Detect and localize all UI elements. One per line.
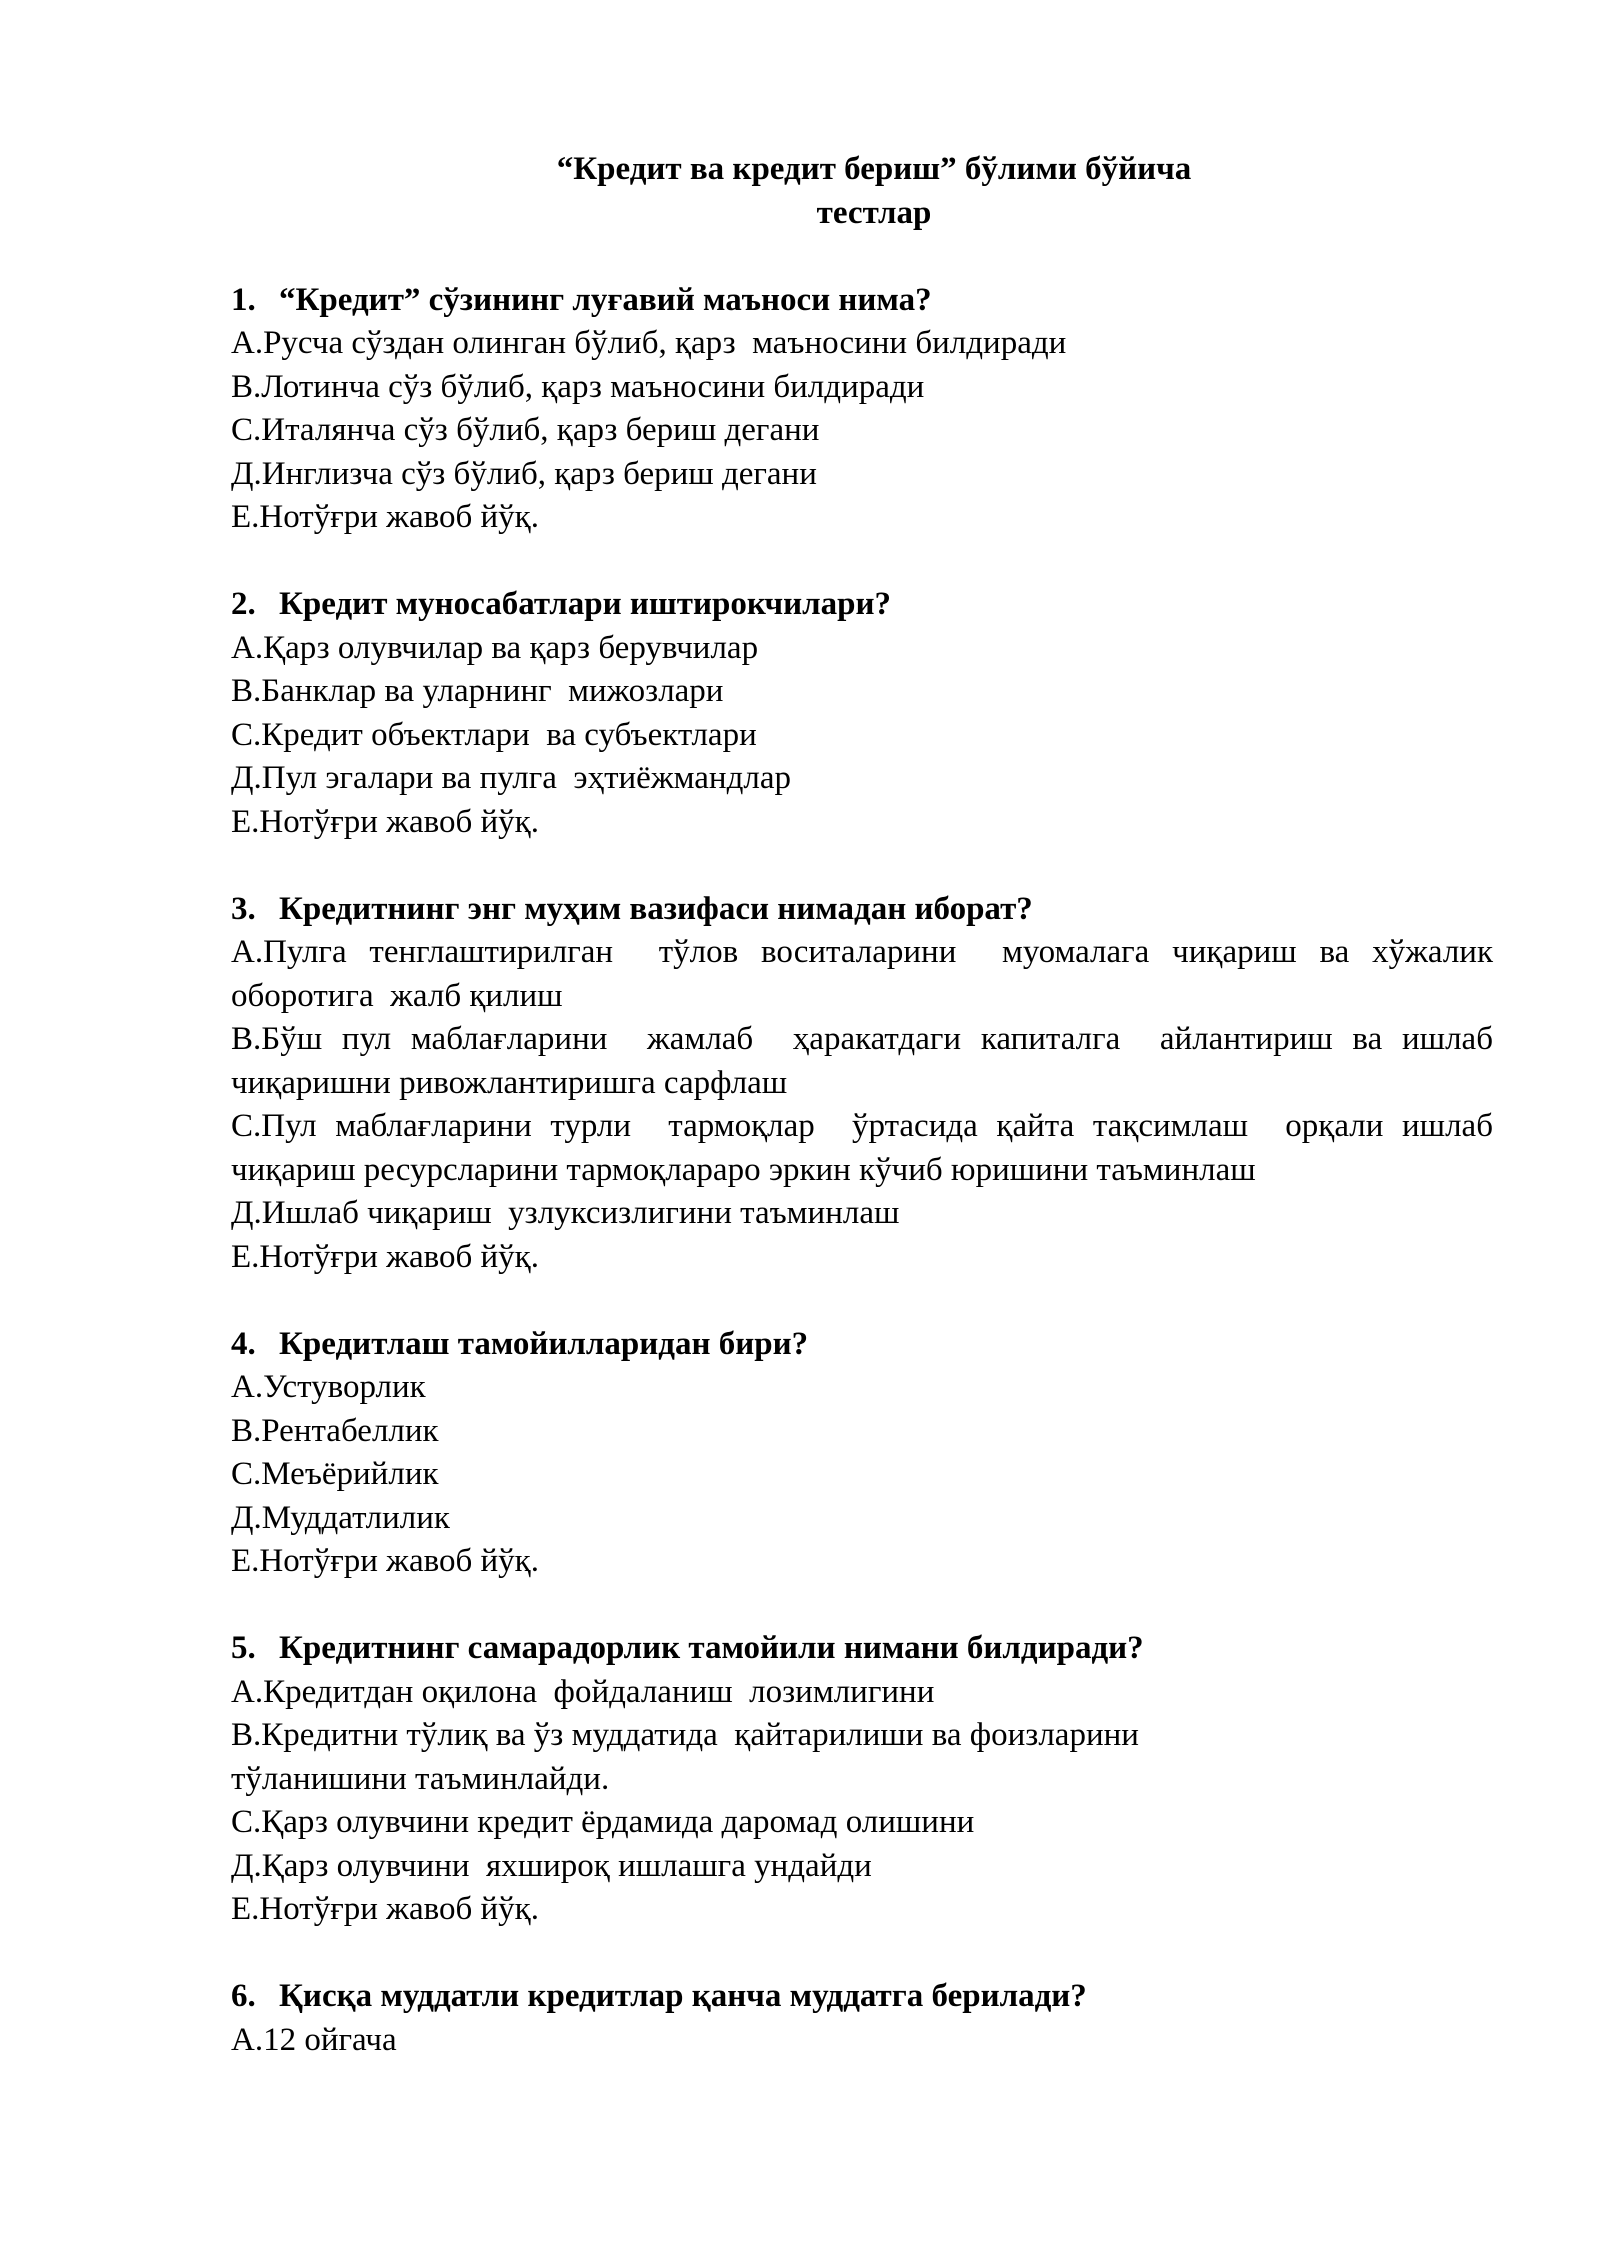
question-number: 2. (231, 586, 256, 622)
question-number: 1. (231, 281, 256, 318)
answer-option-d: Д.Ишлаб чиқариш узлуксизлигини таъминлаш (231, 1195, 900, 1231)
answer-option-a: A.Қарз олувчилар ва қарз берувчилар (231, 629, 759, 666)
spacer (231, 1584, 1493, 1628)
title-line-1: “Кредит ва кредит бериш” бўлими бўйича (556, 151, 1192, 187)
question-text: Кредитнинг самарадорлик тамойили нимани билдиради? (279, 1630, 1144, 1666)
question-block-1 (231, 279, 1493, 540)
spacer (231, 844, 1493, 888)
answer-option-e: E.Нотўғри жавоб йўқ. (231, 803, 539, 840)
question-text: Қисқа муддатли кредитлар қанча муддатга берилади? (279, 1978, 1087, 2014)
answer-option-b: B.Бўш пул маблағларини жамлаб ҳаракатдаги капиталга айлантириш ва ишлаб чиқаришни ривожлантиришга сарфлаш (231, 1021, 1502, 1101)
answer-option-b: B.Банклар ва уларнинг мижозлари (231, 673, 724, 709)
question-heading (231, 888, 1493, 932)
answer-option-c: C.Меъёрийлик (231, 1456, 439, 1492)
answer-option-c: C.Италянча сўз бўлиб, қарз бериш дегани (231, 412, 820, 448)
spacer (231, 540, 1493, 584)
answer-option-e: E.Нотўғри жавоб йўқ. (231, 1891, 539, 1927)
answer-option-a: A.12 ойгача (231, 2021, 397, 2058)
question-text: Кредитнинг энг муҳим вазифаси нимадан иборат? (279, 890, 1033, 927)
question-heading (231, 279, 1493, 323)
question-block-5 (231, 1627, 1493, 1932)
document-page (231, 148, 1502, 2062)
question-number: 5. (231, 1630, 256, 1666)
answer-option-e: E.Нотўғри жавоб йўқ. (231, 499, 539, 535)
question-number: 4. (231, 1325, 256, 1362)
answer-option-a: A.Кредитдан оқилона фойдаланиш лозимлигини (231, 1673, 935, 1710)
question-heading (231, 1975, 1493, 2019)
answer-option-c: C.Кредит объектлари ва субъектлари (231, 716, 757, 753)
question-text: Кредит муносабатлари иштирокчилари? (279, 586, 892, 622)
answer-option-b: B.Рентабеллик (231, 1412, 439, 1449)
answer-option-b: B.Лотинча сўз бўлиб, қарз маъносини билдиради (231, 368, 925, 405)
answer-option-c: C.Қарз олувчини кредит ёрдамида даромад олишини (231, 1804, 975, 1840)
answer-option-d: Д.Қарз олувчини яхшироқ ишлашга ундайди (231, 1847, 872, 1884)
question-block-3 (231, 888, 1502, 1280)
question-block-2 (231, 583, 1493, 844)
title-line-2: тестлар (816, 194, 932, 231)
question-text: Кредитлаш тамойилларидан бири? (279, 1325, 809, 1362)
answer-option-a: A.Русча сўздан олинган бўлиб, қарз маъносини билдиради (231, 325, 1067, 361)
answer-option-d: Д.Пул эгалари ва пулга эҳтиёжмандлар (231, 760, 791, 796)
question-block-4 (231, 1323, 1493, 1584)
spacer (231, 1279, 1493, 1323)
question-heading (231, 1323, 1493, 1367)
spacer (231, 1932, 1493, 1976)
answer-option-d: Д.Инглизча сўз бўлиб, қарз бериш дегани (231, 455, 817, 492)
answer-option-e: E.Нотўғри жавоб йўқ. (231, 1238, 539, 1275)
question-heading (231, 1627, 1493, 1671)
question-heading (231, 583, 1493, 627)
answer-option-c: C.Пул маблағларини турли тармоқлар ўртасида қайта тақсимлаш орқали ишлаб чиқариш ресурсларини тармоқлараро эркин кўчиб юришини таъминлаш (231, 1108, 1502, 1188)
answer-option-d: Д.Муддатлилик (231, 1499, 450, 1536)
question-block-6 (231, 1975, 1493, 2062)
question-number: 6. (231, 1978, 256, 2014)
question-number: 3. (231, 890, 256, 927)
answer-option-a: A.Пулга тенглаштирилган тўлов воситаларини муомалага чиқариш ва хўжалик оборотига жалб қилиш (231, 934, 1502, 1014)
document-title (231, 148, 1493, 235)
spacer (231, 235, 1493, 279)
answer-option-e: E.Нотўғри жавоб йўқ. (231, 1543, 539, 1579)
answer-option-a: A.Устуворлик (231, 1369, 426, 1405)
answer-option-b: B.Кредитни тўлиқ ва ўз муддатида қайтарилиши ва фоизларини тўланишини таъминлайди. (231, 1717, 1139, 1797)
question-text: “Кредит” сўзининг луғавий маъноси нима? (279, 281, 932, 318)
